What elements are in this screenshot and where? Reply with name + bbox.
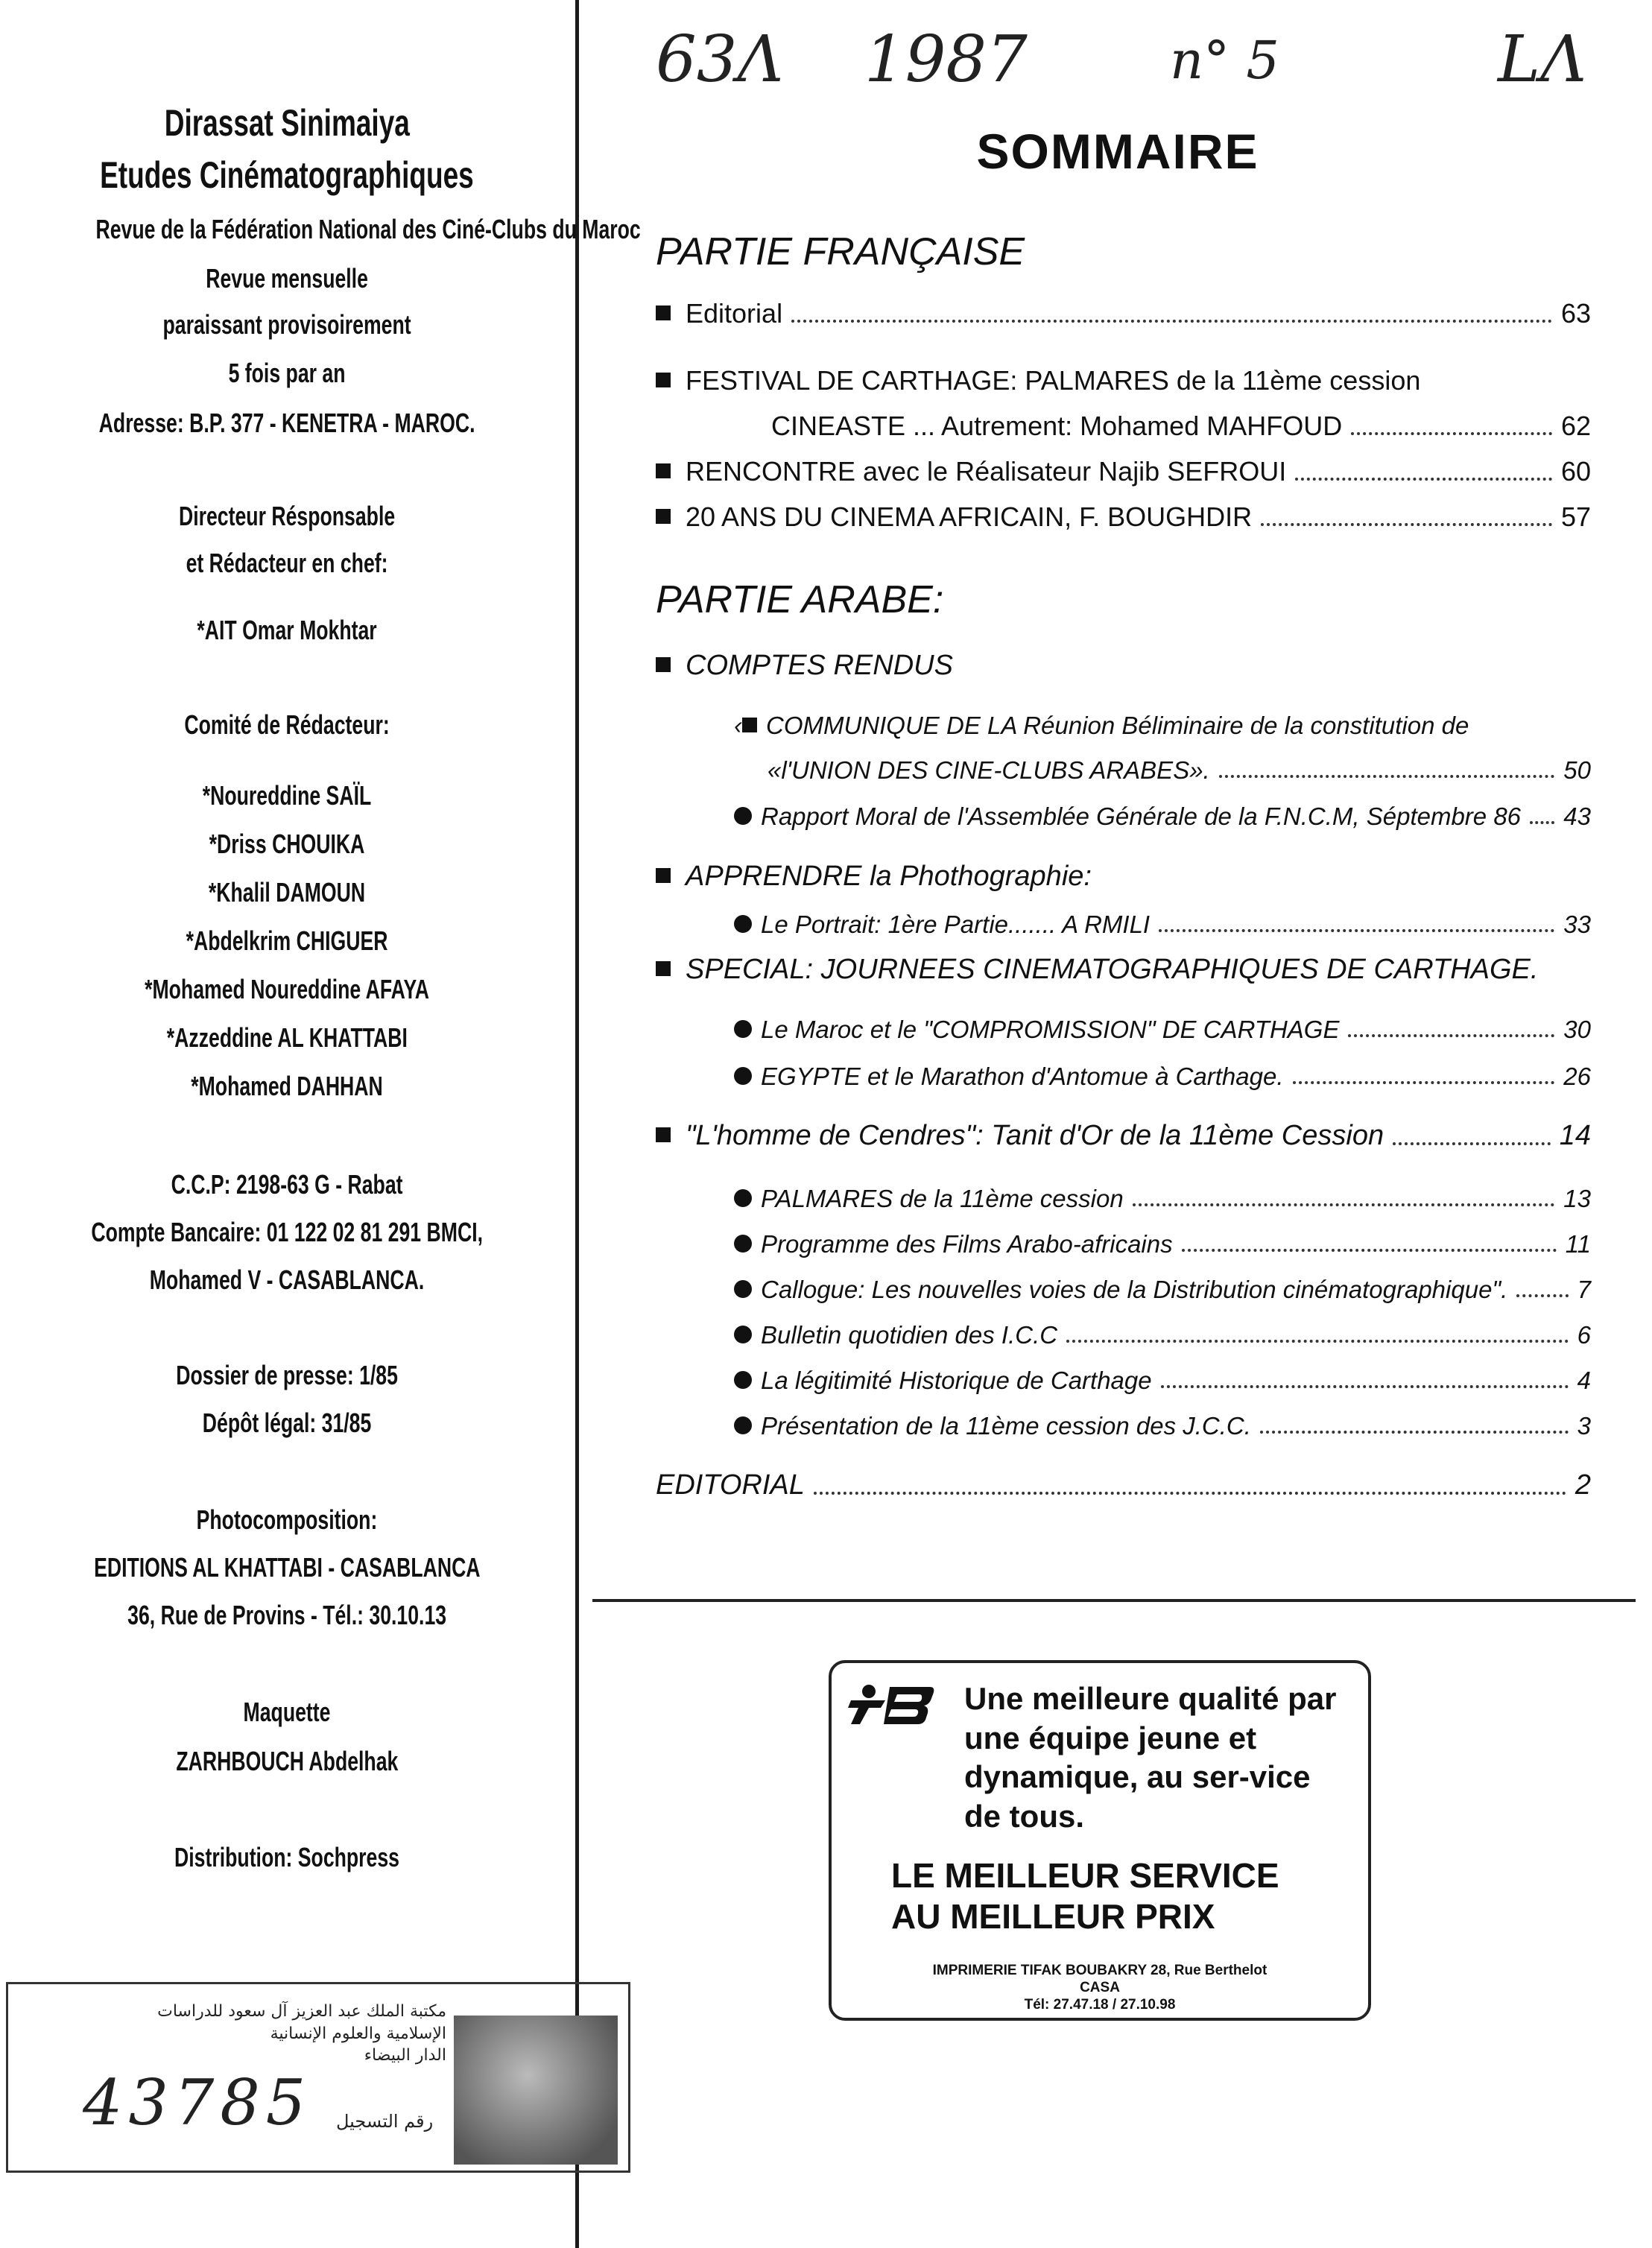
toc-page: 26 (1563, 1063, 1591, 1090)
toc-entry: Programme des Films Arabo-africains 11 (734, 1230, 1591, 1258)
committee-member: *Khalil DAMOUN (208, 877, 366, 908)
toc-page: 3 (1577, 1412, 1591, 1440)
toc-page: 33 (1563, 911, 1591, 938)
toc-page: 50 (1563, 756, 1591, 784)
stamp-registration-label: رقم التسجيل (336, 2111, 434, 2132)
toc-entry: Callogue: Les nouvelles voies de la Distribution cinématographique". 7 (734, 1276, 1591, 1304)
director-label-2: et Rédacteur en chef: (186, 548, 388, 578)
round-bullet-icon (734, 1189, 752, 1207)
round-bullet-icon (734, 1067, 752, 1085)
toc-page: 4 (1577, 1367, 1591, 1394)
toc-entry: Bulletin quotidien des I.C.C 6 (734, 1321, 1591, 1349)
round-bullet-icon (734, 1235, 752, 1253)
director-label-1: Directeur Résponsable (178, 501, 396, 531)
maquette-name: ZARHBOUCH Abdelhak (176, 1746, 398, 1776)
library-stamp (6, 1982, 630, 2173)
toc-entry: FESTIVAL DE CARTHAGE: PALMARES de la 11ème cession (656, 365, 1420, 396)
toc-entry: La légitimité Historique de Carthage 4 (734, 1367, 1591, 1395)
square-bullet-icon (656, 868, 671, 883)
toc-page: 2 (1575, 1469, 1591, 1501)
committee-member: *Abdelkrim CHIGUER (186, 925, 388, 956)
depot-legal: Dépôt légal: 31/85 (202, 1408, 372, 1438)
committee-member: *Driss CHOUIKA (209, 829, 365, 859)
toc-entry: EGYPTE et le Marathon d'Antomue à Carthage. 26 (734, 1063, 1591, 1091)
distribution: Distribution: Sochpress (174, 1842, 399, 1872)
ad-headline: LE MEILLEUR SERVICE AU MEILLEUR PRIX (891, 1856, 1279, 1937)
toc-page: 63 (1560, 298, 1591, 329)
toc-page: 13 (1563, 1185, 1591, 1212)
committee-member: *Noureddine SAÏL (202, 780, 372, 811)
bank-branch: Mohamed V - CASABLANCA. (149, 1264, 425, 1295)
committee-member: *Mohamed Noureddine AFAYA (145, 974, 429, 1004)
subsection-special: SPECIAL: JOURNEES CINEMATOGRAPHIQUES DE CARTHAGE. (656, 954, 1538, 986)
toc-entry: Le Maroc et le "COMPROMISSION" DE CARTHAGE 30 (734, 1016, 1591, 1044)
toc-entry: Présentation de la 11ème cession des J.C.C. 3 (734, 1412, 1591, 1440)
section-heading-fr: PARTIE FRANÇAISE (656, 230, 1025, 273)
square-bullet-icon (656, 509, 671, 524)
masthead-title-fr: Etudes Cinématographiques (100, 154, 474, 196)
toc-page: 60 (1560, 456, 1591, 487)
round-bullet-icon (734, 1280, 752, 1298)
round-bullet-icon (734, 1326, 752, 1343)
toc-entry: EDITORIAL 2 (656, 1469, 1591, 1501)
toc-page: 14 (1559, 1120, 1591, 1151)
square-bullet-icon (656, 463, 671, 478)
toc-page: 11 (1565, 1230, 1591, 1258)
bank-account: Compte Bancaire: 01 122 02 81 291 BMCI, (91, 1217, 483, 1247)
masthead-frequency-2: paraissant provisoirement (162, 309, 411, 340)
column-divider (575, 0, 579, 2248)
square-bullet-icon (656, 305, 671, 320)
toc-entry: ‹ COMMUNIQUE DE LA Réunion Béliminaire de la constitution de (734, 712, 1469, 739)
maquette-label: Maquette (243, 1697, 331, 1727)
masthead-frequency-1: Revue mensuelle (206, 263, 368, 294)
round-bullet-icon (734, 807, 752, 825)
toc-entry: «l'UNION DES CINE-CLUBS ARABES». 50 (768, 756, 1591, 784)
handwritten-code: LΛ (1498, 22, 1587, 97)
photocomposition-address: 36, Rue de Provins - Tél.: 30.10.13 (127, 1600, 446, 1630)
director-name: *AIT Omar Mokhtar (197, 615, 377, 645)
stamp-registration-number: 43785 (83, 2066, 312, 2139)
masthead-title-ar: Dirassat Sinimaiya (164, 102, 410, 144)
handwritten-ref: 63Λ (656, 22, 784, 97)
round-bullet-icon (734, 1416, 752, 1434)
handwritten-year: 1987 (864, 22, 1028, 97)
toc-entry: PALMARES de la 11ème cession 13 (734, 1185, 1591, 1213)
square-bullet-icon (656, 373, 671, 387)
ccp-number: C.C.P: 2198-63 G - Rabat (171, 1169, 403, 1200)
toc-entry: "L'homme de Cendres": Tanit d'Or de la 11ème Cession 14 (656, 1120, 1591, 1152)
toc-page: 7 (1577, 1276, 1591, 1303)
photocomposition-name: EDITIONS AL KHATTABI - CASABLANCA (93, 1552, 481, 1583)
square-bullet-icon (742, 718, 757, 732)
masthead-frequency-3: 5 fois par an (228, 358, 346, 388)
square-bullet-icon (656, 657, 671, 672)
stamp-photo (454, 2016, 618, 2165)
toc-entry: RENCONTRE avec le Réalisateur Najib SEFROUI 60 (656, 456, 1591, 487)
toc-entry: 20 ANS DU CINEMA AFRICAIN, F. BOUGHDIR 57 (656, 501, 1591, 533)
toc-entry: CINEASTE ... Autrement: Mohamed MAHFOUD 62 (771, 411, 1591, 441)
toc-page: 62 (1560, 411, 1591, 441)
ad-printer-info: IMPRIMERIE TIFAK BOUBAKRY 28, Rue Berthelot CASA Tél: 27.47.18 / 27.10.98 (932, 1963, 1268, 2013)
printer-advertisement (829, 1660, 1371, 2021)
handwritten-issue: n° 5 (1170, 30, 1279, 91)
toc-page: 57 (1560, 501, 1591, 532)
page-title: SOMMAIRE (976, 124, 1259, 179)
committee-member: *Mohamed DAHHAN (191, 1071, 383, 1101)
tifak-logo-icon (846, 1681, 936, 1726)
round-bullet-icon (734, 1020, 752, 1038)
section-heading-ar: PARTIE ARABE: (656, 578, 944, 621)
toc-entry: Le Portrait: 1ère Partie....... A RMILI 33 (734, 911, 1591, 939)
toc-page: 43 (1563, 802, 1591, 830)
square-bullet-icon (656, 1127, 671, 1142)
committee-member: *Azzeddine AL KHATTABI (166, 1022, 408, 1053)
ad-slogan: Une meilleure qualité par une équipe jeune et dynamique, au ser-vice de tous. (964, 1681, 1337, 1834)
round-bullet-icon (734, 915, 752, 933)
stamp-library-name: مكتبة الملك عبد العزيز آل سعود للدراسات الإسلامية والعلوم الإنسانية الدار البيضاء (157, 2002, 446, 2065)
toc-entry: Rapport Moral de l'Assemblée Générale de la F.N.C.M, Séptembre 86 43 (734, 802, 1591, 831)
masthead-subtitle: Revue de la Fédération National des Ciné-Clubs du Maroc (95, 214, 641, 244)
masthead-address: Adresse: B.P. 377 - KENETRA - MAROC. (98, 408, 475, 438)
dossier-presse: Dossier de presse: 1/85 (176, 1360, 398, 1390)
subsection-comptes-rendus: COMPTES RENDUS (656, 650, 953, 682)
toc-entry: Editorial 63 (656, 298, 1591, 329)
committee-label: Comité de Rédacteur: (184, 709, 390, 740)
section-divider (592, 1599, 1636, 1602)
subsection-apprendre: APPRENDRE la Phothographie: (656, 861, 1092, 893)
square-bullet-icon (656, 961, 671, 976)
toc-page: 6 (1577, 1321, 1591, 1349)
round-bullet-icon (734, 1371, 752, 1389)
toc-page: 30 (1563, 1016, 1591, 1043)
photocomposition-label: Photocomposition: (196, 1504, 378, 1535)
